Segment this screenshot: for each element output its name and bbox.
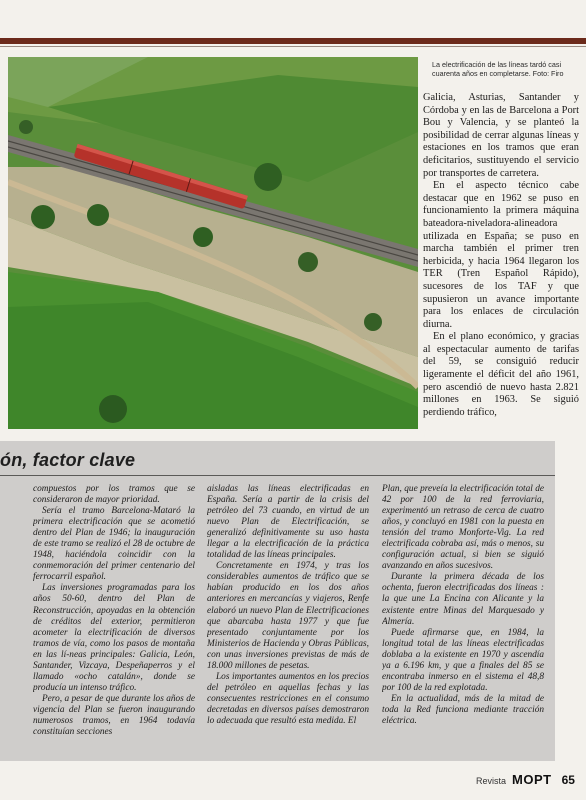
right-text-column [423, 92, 579, 432]
paragraph: Las inversiones programadas para los años 50-60, dentro del Plan de Reconstrucción, apoyadas en la obtención de créditos del exterior, permitieron acometer la electrificación de diversos tramos de vía, como los pasos de montaña en las lí-neas principales: Galicia, León, Santander, Vizcaya, Despeñaperros y el llamado «ocho catalán», donde se producía un intenso tráfico. [33, 583, 195, 693]
paragraph: Pero, a pesar de que durante los años de vigencia del Plan se fueron inaugurando numerosos tramos, en 1964 todavía constituían secciones [33, 693, 195, 738]
aerial-train-photo [8, 57, 418, 429]
heading-rule [0, 475, 555, 476]
paragraph: Los importantes aumentos en los precios del petróleo en aquellas fechas y las consecuentes restricciones en el consumo decretadas en diversos países demostraron lo adecuada que resultó esta medida. El [207, 671, 369, 726]
footer-brand-logo: MOPT [512, 772, 552, 787]
page-footer [476, 772, 575, 788]
sidebar-heading: ón, factor clave [0, 450, 136, 470]
footer-revista: Revista [476, 776, 507, 786]
paragraph: Concretamente en 1974, y tras los considerables aumentos de tráfico que se habían producido en los dos años anteriores en mercancías y viajeros, Renfe elaboró un nuevo Plan de Electrificaciones que abarcaba hasta 1977 y que fue presentado conjuntamente por los Ministerios de Hacienda y Obras Públicas, con unas inversiones previstas de más de 18.000 millones de pesetas. [207, 561, 369, 671]
box-column-3 [382, 484, 544, 756]
paragraph: En la actualidad, más de la mitad de toda la Red funciona mediante tracción eléctrica. [382, 693, 544, 726]
paragraph: Sería el tramo Barcelona-Mataró la primera electrificación que se acometió dentro del Plan de 1946; la inauguración de este tramo se realizó el 28 de octubre de 1948, haciéndola coincidir con la conmemoración del primer centenario del ferrocarril español. [33, 506, 195, 583]
box-column-2 [207, 484, 369, 756]
box-column-1 [33, 484, 195, 756]
top-rule-thin [0, 46, 586, 47]
top-rule [0, 38, 586, 44]
page-number: 65 [561, 773, 575, 787]
paragraph: aisladas las líneas electrificadas en España. Sería a partir de la crisis del petróleo del 73 cuando, en virtud de un nuevo Plan de Electrificación, se generalizó definitivamente su uso hasta llegar a la electrificación de la práctica totalidad de las líneas principales. [207, 484, 369, 561]
paragraph: Galicia, Asturias, Santander y Córdoba y en las de Barcelona a Port Bou y Valencia, y se planteó la posibilidad de cerrar algunas líneas y estaciones en los tramos que eran deficitarios, sustituyendo el servicio por transportes de carretera. [423, 92, 579, 179]
paragraph: En el aspecto técnico cabe destacar que en 1962 se puso en funcionamiento la primera máquina bateadora-niveladora-alineadora utilizada en España; se puso en marcha también el primer tren herbicida, y hacia 1964 llegaron los TER (Tren Español Rápido), sucesores de los TAF y que supusieron un avance importante para los enlaces de circulación diurna. [423, 180, 579, 330]
paragraph: Durante la primera década de los ochenta, fueron electrificadas dos líneas : la que une La Encina con Alicante y la existente entre Minas del Marquesado y Almería. [382, 572, 544, 627]
paragraph: Plan, que preveía la electrificación total de 42 por 100 de la red ferroviaria, experimentó un retraso de cerca de cuatro años, y concluyó en 1981 con la puesta en tensión del tramo Monforte-Vig. La red electrificada cobraba así, más o menos, su configuración actual, si bien se siguió avanzando en años sucesivos. [382, 484, 544, 572]
paragraph: En el plano económico, y gracias al espectacular aumento de tarifas del 59, se consiguió reducir ligeramente el déficit del año 1961, pero ascendió de nuevo hasta 2.821 millones en 1963. Se siguió perdiendo tráfico, [423, 331, 579, 418]
paragraph: compuestos por los tramos que se consideraron de mayor prioridad. [33, 484, 195, 506]
paragraph: Puede afirmarse que, en 1984, la longitud total de las líneas electrificadas doblaba a la existente en 1970 y ascendía ya a 6.196 km, y que a finales del 85 se encontraba inmerso en el sistema el 48,8 por 100 de la red explotada. [382, 627, 544, 693]
photo-caption: La electrificación de las líneas tardó casi cuarenta años en completarse. Foto: Firo [432, 60, 564, 78]
